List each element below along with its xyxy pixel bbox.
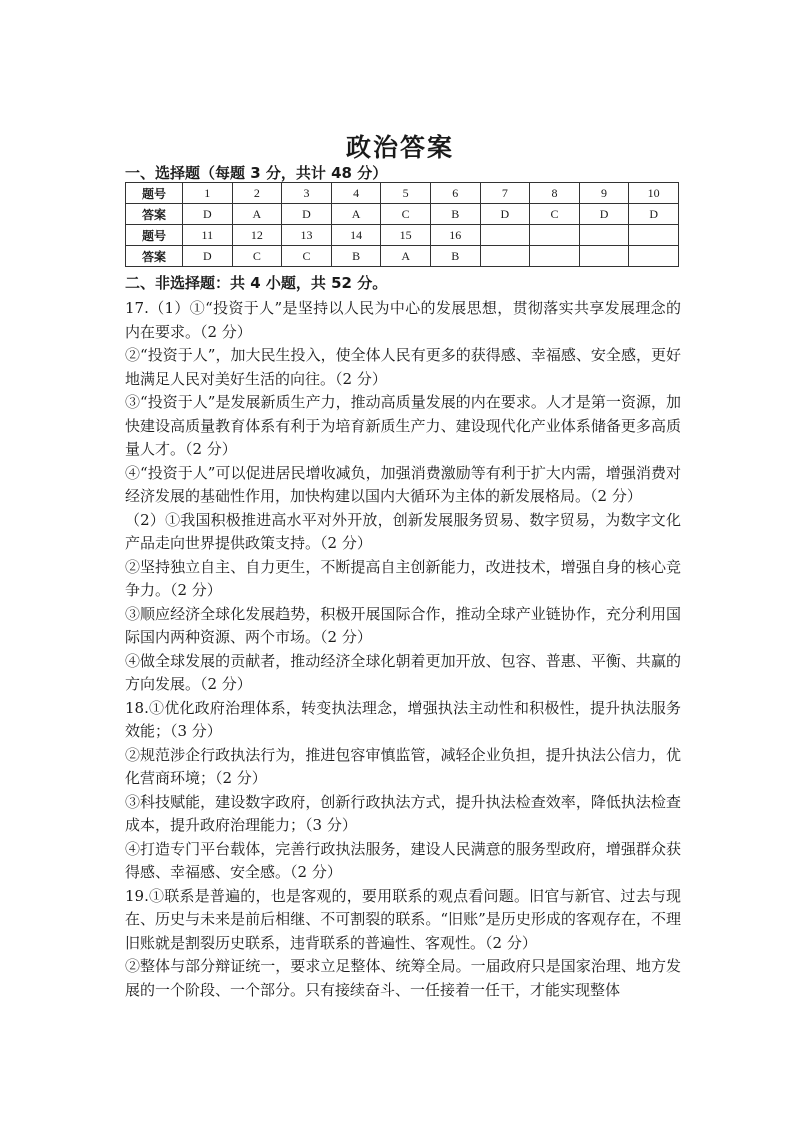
table-cell — [629, 225, 679, 246]
table-row-answers-2 — [126, 246, 679, 267]
table-cell: 4 — [331, 183, 381, 204]
answer-paragraph: 17.（1）①“投资于人”是坚持以人民为中心的发展思想，贯彻落实共享发展理念的内在要求。（2 分） — [125, 299, 681, 341]
row-label: 题号 — [126, 183, 183, 204]
answer-paragraph: ②“投资于人”，加大民生投入，使全体人民有更多的获得感、幸福感、安全感，更好地满足人民对美好生活的向往。（2 分） — [125, 346, 681, 388]
answer-paragraph: ②坚持独立自主、自力更生，不断提高自主创新能力，改进技术，增强自身的核心竞争力。（2 分） — [125, 557, 681, 599]
table-cell — [480, 225, 530, 246]
table-cell: C — [530, 204, 580, 225]
table-cell: A — [381, 246, 431, 267]
table-cell — [530, 225, 580, 246]
table-cell: 16 — [430, 225, 480, 246]
table-cell — [579, 225, 629, 246]
row-label: 答案 — [126, 246, 183, 267]
answer-paragraph: （2）①我国积极推进高水平对外开放，创新发展服务贸易、数字贸易，为数字文化产品走向世界提供政策支持。（2 分） — [125, 510, 681, 552]
table-cell: 13 — [282, 225, 332, 246]
answer-paragraph: 19.①联系是普遍的，也是客观的，要用联系的观点看问题。旧官与新官、过去与现在、历史与未来是前后相继、不可割裂的联系。“旧账”是历史形成的客观存在，不理旧账就是割裂历史联系，违背联系的普遍性、客观性。（2 分） — [125, 886, 681, 952]
table-cell: A — [331, 204, 381, 225]
table-cell: C — [282, 246, 332, 267]
table-cell: 7 — [480, 183, 530, 204]
answer-paragraph: ④“投资于人”可以促进居民增收减负，加强消费激励等有利于扩大内需，增强消费对经济发展的基础性作用，加快构建以国内大循环为主体的新发展格局。（2 分） — [125, 463, 681, 505]
table-cell: 15 — [381, 225, 431, 246]
table-cell: 6 — [430, 183, 480, 204]
page-title: 政治答案 — [345, 133, 454, 162]
row-label: 答案 — [126, 204, 183, 225]
table-cell — [579, 246, 629, 267]
answer-paragraph: ④做全球发展的贡献者，推动经济全球化朝着更加开放、包容、普惠、平衡、共赢的方向发展。（2 分） — [125, 651, 681, 693]
table-cell: 2 — [232, 183, 282, 204]
answer-paragraph: ④打造专门平台载体，完善行政执法服务，建设人民满意的服务型政府，增强群众获得感、幸福感、安全感。（2 分） — [125, 839, 681, 881]
answer-paragraph: ②整体与部分辩证统一，要求立足整体、统筹全局。一届政府只是国家治理、地方发展的一个阶段、一个部分。只有接续奋斗、一任接着一任干，才能实现整体 — [125, 957, 681, 999]
table-cell: 5 — [381, 183, 431, 204]
table-row-answers-1 — [126, 204, 679, 225]
table-cell: 14 — [331, 225, 381, 246]
table-cell — [530, 246, 580, 267]
table-cell: D — [579, 204, 629, 225]
table-cell: D — [480, 204, 530, 225]
table-cell: A — [232, 204, 282, 225]
table-cell: 1 — [183, 183, 233, 204]
table-cell: 9 — [579, 183, 629, 204]
table-cell — [629, 246, 679, 267]
answer-paragraph: 18.①优化政府治理体系，转变执法理念，增强执法主动性和积极性，提升执法服务效能；（3 分） — [125, 698, 681, 740]
section-heading-choice: 一、选择题（每题 3 分，共计 48 分） — [125, 164, 388, 182]
answer-paragraph: ③科技赋能，建设数字政府，创新行政执法方式，提升执法检查效率，降低执法检查成本，提升政府治理能力；（3 分） — [125, 792, 681, 834]
table-cell: B — [430, 204, 480, 225]
table-cell: C — [381, 204, 431, 225]
table-cell: D — [629, 204, 679, 225]
row-label: 题号 — [126, 225, 183, 246]
table-row-numbers-2 — [126, 225, 679, 246]
answer-paragraph: ③顺应经济全球化发展趋势，积极开展国际合作，推动全球产业链协作，充分利用国际国内两种资源、两个市场。（2 分） — [125, 604, 681, 646]
table-cell: 12 — [232, 225, 282, 246]
table-cell: B — [331, 246, 381, 267]
table-cell: 8 — [530, 183, 580, 204]
table-cell: D — [183, 246, 233, 267]
table-cell — [480, 246, 530, 267]
table-cell: B — [430, 246, 480, 267]
section-heading-nonchoice: 二、非选择题：共 4 小题，共 52 分。 — [125, 274, 388, 292]
answer-paragraph: ③“投资于人”是发展新质生产力，推动高质量发展的内在要求。人才是第一资源，加快建设高质量教育体系有利于为培育新质生产力、建设现代化产业体系储备更多高质量人才。（2 分） — [125, 393, 681, 458]
answer-table — [125, 182, 679, 267]
table-cell: 11 — [183, 225, 233, 246]
table-cell: 3 — [282, 183, 332, 204]
answer-body — [125, 297, 681, 1002]
table-cell: D — [183, 204, 233, 225]
table-cell: C — [232, 246, 282, 267]
table-cell: 10 — [629, 183, 679, 204]
table-row-numbers-1 — [126, 183, 679, 204]
table-cell: D — [282, 204, 332, 225]
answer-paragraph: ②规范涉企行政执法行为，推进包容审慎监管，减轻企业负担，提升执法公信力，优化营商环境；（2 分） — [125, 745, 681, 787]
